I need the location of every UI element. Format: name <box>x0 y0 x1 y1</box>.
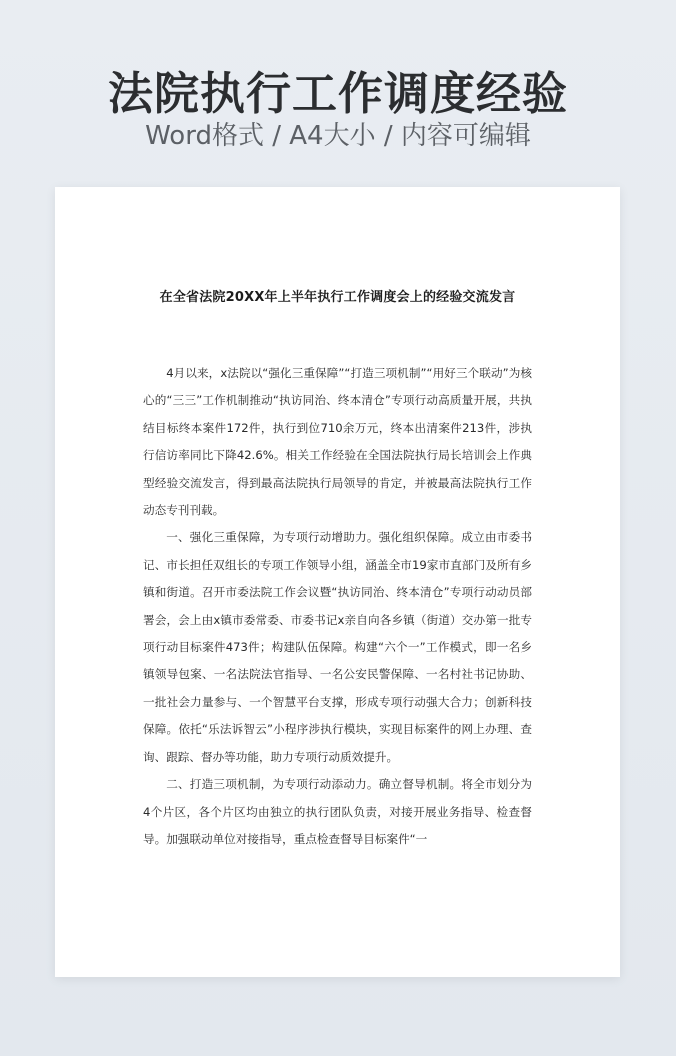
document-title: 在全省法院20XX年上半年执行工作调度会上的经验交流发言 <box>159 290 516 305</box>
document-page <box>55 187 620 977</box>
paragraph-section-one: 一、强化三重保障，为专项行动增助力。强化组织保障。成立由市委书记、市长担任双组长的专项工作领导小组，涵盖全市19家市直部门及所有乡镇和街道。召开市委法院工作会议暨“执访同治、终本清仓”专项行动动员部署会，会上由x镇市委常委、市委书记x亲自向各乡镇（街道）交办第一批专项行动目标案件473件；构建队伍保障。构建“六个一”工作模式，即一名乡镇领导包案、一名法院法官指导、一名公安民警保障、一名村社书记协助、一批社会力量参与、一个智慧平台支撑，形成专项行动强大合力；创新科技保障。依托“乐法诉智云”小程序涉执行模块，实现目标案件的网上办理、查询、跟踪、督办等功能，助力专项行动质效提升。 <box>143 530 532 764</box>
paragraph-section-two: 二、打造三项机制，为专项行动添动力。确立督导机制。将全市划分为4个片区，各个片区均由独立的执行团队负责，对接开展业务指导、检查督导。加强联动单位对接指导，重点检查督导目标案件“一 <box>143 777 532 846</box>
banner-subtitle: Word格式 / A4大小 / 内容可编辑 <box>145 121 531 151</box>
document-body <box>143 360 532 853</box>
banner-title: 法院执行工作调度经验 <box>107 67 568 120</box>
banner-header <box>0 0 676 186</box>
paragraph-intro: 4月以来，x法院以“强化三重保障”“打造三项机制”“用好三个联动”为核心的“三三”工作机制推动“执访同治、终本清仓”专项行动高质量开展，共执结目标终本案件172件，执行到位710余万元，终本出清案件213件，涉执行信访率同比下降42.6%。相关工作经验在全国法院执行局长培训会上作典型经验交流发言，得到最高法院执行局领导的肯定，并被最高法院执行工作动态专刊刊载。 <box>143 366 532 518</box>
